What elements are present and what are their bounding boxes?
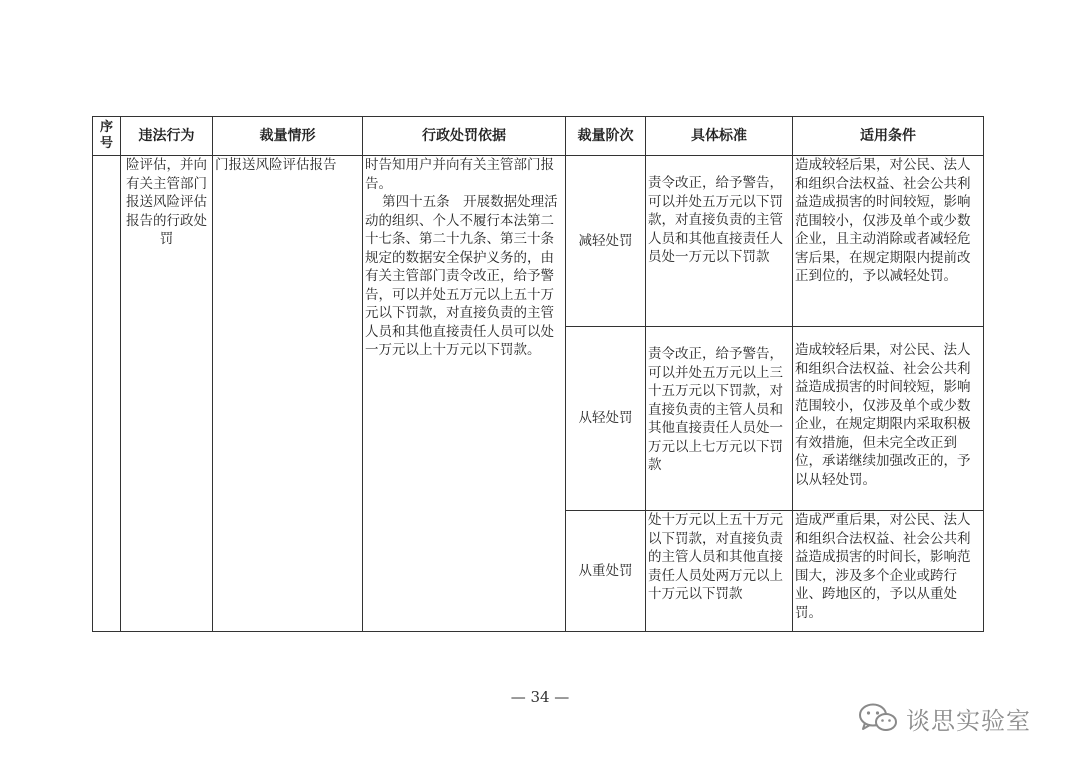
header-seq: 序号 (93, 117, 121, 156)
cell-basis: 时告知用户并向有关主管部门报告。 第四十五条 开展数据处理活动的组织、个人不履行本法第二十七条、第二十九条、第三十条规定的数据安全保护义务的，由有关主管部门责令改正，给予警告，可以并处五万元以上五十万元以下罚款，对直接负责的主管人员和其他直接责任人员可以处一万元以上十万元以下罚款。 (363, 156, 566, 632)
header-violation: 违法行为 (121, 117, 213, 156)
header-basis: 行政处罚依据 (363, 117, 566, 156)
cell-standard-heavier: 处十万元以上五十万元以下罚款，对直接负责的主管人员和其他直接责任人员处两万元以上十万元以下罚款 (646, 511, 793, 632)
penalty-table (92, 116, 984, 632)
cell-violation: 险评估，并向有关主管部门报送风险评估报告的行政处罚 (121, 156, 213, 632)
watermark (858, 700, 1031, 736)
header-condition: 适用条件 (793, 117, 984, 156)
cell-condition-lighter: 造成较轻后果，对公民、法人和组织合法权益、社会公共利益造成损害的时间较短，影响范围较小，仅涉及单个或少数企业，在规定期限内采取积极有效措施，但未完全改正到位，承诺继续加强改正的，予以从轻处罚。 (793, 327, 984, 511)
cell-level-mitigated: 减轻处罚 (566, 156, 646, 327)
header-level: 裁量阶次 (566, 117, 646, 156)
watermark-text: 谈思实验室 (906, 706, 1031, 735)
header-situation: 裁量情形 (213, 117, 363, 156)
cell-standard-mitigated: 责令改正，给予警告，可以并处五万元以下罚款，对直接负责的主管人员和其他直接责任人员处一万元以下罚款 (646, 156, 793, 327)
cell-situation: 门报送风险评估报告 (213, 156, 363, 632)
cell-condition-heavier: 造成严重后果，对公民、法人和组织合法权益、社会公共利益造成损害的时间长，影响范围大，涉及多个企业或跨行业、跨地区的，予以从重处罚。 (793, 511, 984, 632)
table-row (93, 156, 984, 327)
page-number: — 34 — (510, 688, 570, 706)
wechat-icon (858, 702, 898, 734)
cell-seq (93, 156, 121, 632)
cell-level-lighter: 从轻处罚 (566, 327, 646, 511)
cell-level-heavier: 从重处罚 (566, 511, 646, 632)
cell-condition-mitigated: 造成较轻后果，对公民、法人和组织合法权益、社会公共利益造成损害的时间较短，影响范围较小，仅涉及单个或少数企业，且主动消除或者减轻危害后果，在规定期限内提前改正到位的，予以减轻处罚。 (793, 156, 984, 327)
cell-standard-lighter: 责令改正，给予警告，可以并处五万元以上三十五万元以下罚款，对直接负责的主管人员和其他直接责任人员处一万元以上七万元以下罚款 (646, 327, 793, 511)
table-header-row (93, 117, 984, 156)
header-standard: 具体标准 (646, 117, 793, 156)
